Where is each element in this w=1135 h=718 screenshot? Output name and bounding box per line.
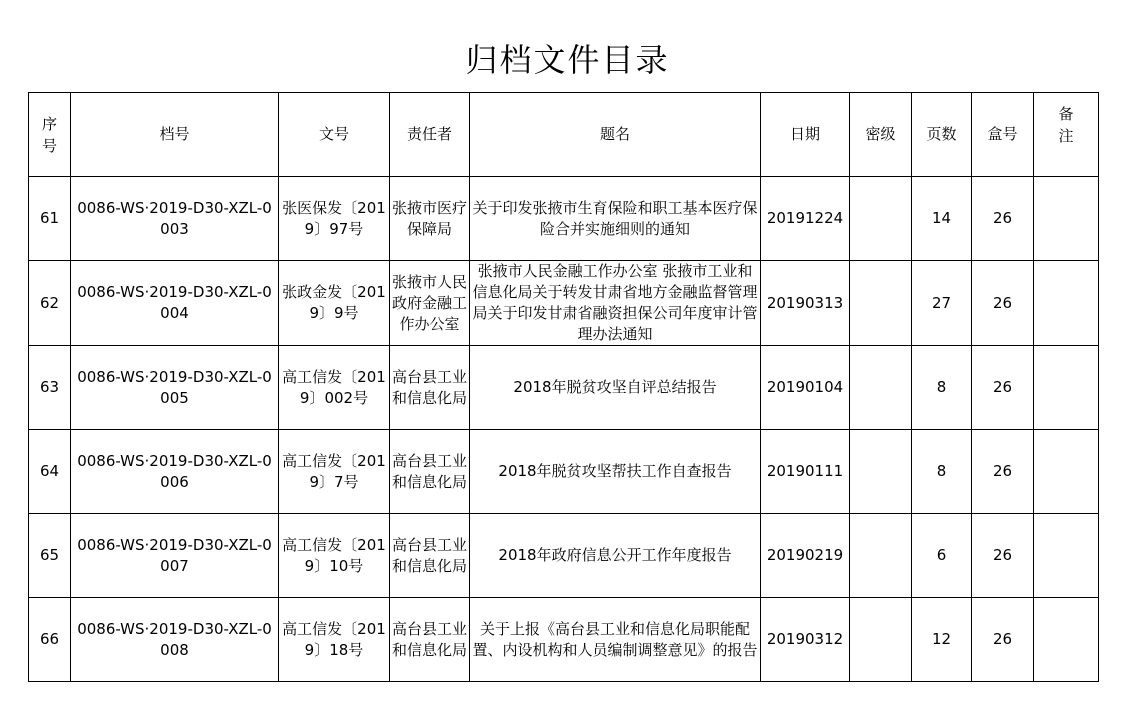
cell-box-no: 26 [972, 261, 1034, 346]
cell-date: 20190104 [761, 346, 850, 430]
header-title: 题名 [470, 93, 761, 177]
cell-remark [1034, 598, 1099, 682]
cell-doc-no: 张政金发〔2019〕9号 [279, 261, 390, 346]
cell-seq: 61 [29, 177, 71, 261]
cell-secret-level [850, 430, 912, 514]
cell-doc-no: 高工信发〔2019〕7号 [279, 430, 390, 514]
cell-pages: 14 [912, 177, 972, 261]
cell-doc-no: 高工信发〔2019〕002号 [279, 346, 390, 430]
table-header-row [29, 93, 1099, 177]
cell-remark [1034, 261, 1099, 346]
cell-archive-no: 0086-WS·2019-D30-XZL-0006 [71, 430, 279, 514]
cell-title: 关于上报《高台县工业和信息化局职能配置、内设机构和人员编制调整意见》的报告 [470, 598, 761, 682]
cell-seq: 64 [29, 430, 71, 514]
cell-date: 20191224 [761, 177, 850, 261]
cell-date: 20190312 [761, 598, 850, 682]
header-doc-no: 文号 [279, 93, 390, 177]
cell-secret-level [850, 598, 912, 682]
cell-responsible: 张掖市医疗保障局 [390, 177, 470, 261]
cell-box-no: 26 [972, 346, 1034, 430]
cell-doc-no: 高工信发〔2019〕18号 [279, 598, 390, 682]
cell-remark [1034, 514, 1099, 598]
cell-seq: 65 [29, 514, 71, 598]
cell-archive-no: 0086-WS·2019-D30-XZL-0007 [71, 514, 279, 598]
header-seq: 序号 [29, 93, 71, 177]
cell-responsible: 张掖市人民政府金融工作办公室 [390, 261, 470, 346]
cell-date: 20190313 [761, 261, 850, 346]
cell-title: 2018年政府信息公开工作年度报告 [470, 514, 761, 598]
header-pages: 页数 [912, 93, 972, 177]
table-row [29, 430, 1099, 514]
cell-responsible: 高台县工业和信息化局 [390, 346, 470, 430]
cell-doc-no: 张医保发〔2019〕97号 [279, 177, 390, 261]
header-date: 日期 [761, 93, 850, 177]
header-secret-level: 密级 [850, 93, 912, 177]
cell-title: 2018年脱贫攻坚帮扶工作自查报告 [470, 430, 761, 514]
table-row [29, 261, 1099, 346]
cell-responsible: 高台县工业和信息化局 [390, 514, 470, 598]
cell-date: 20190219 [761, 514, 850, 598]
table-row [29, 346, 1099, 430]
cell-secret-level [850, 346, 912, 430]
cell-responsible: 高台县工业和信息化局 [390, 598, 470, 682]
cell-box-no: 26 [972, 598, 1034, 682]
cell-seq: 62 [29, 261, 71, 346]
cell-pages: 8 [912, 346, 972, 430]
cell-box-no: 26 [972, 514, 1034, 598]
cell-secret-level [850, 177, 912, 261]
cell-title: 关于印发张掖市生育保险和职工基本医疗保险合并实施细则的通知 [470, 177, 761, 261]
cell-remark [1034, 177, 1099, 261]
cell-remark [1034, 430, 1099, 514]
cell-pages: 6 [912, 514, 972, 598]
cell-box-no: 26 [972, 430, 1034, 514]
table-row [29, 177, 1099, 261]
header-responsible: 责任者 [390, 93, 470, 177]
archive-catalog-table [28, 92, 1099, 682]
cell-seq: 66 [29, 598, 71, 682]
cell-title: 张掖市人民金融工作办公室 张掖市工业和信息化局关于转发甘肃省地方金融监督管理局关于印发甘肃省融资担保公司年度审计管理办法通知 [470, 261, 761, 346]
cell-secret-level [850, 514, 912, 598]
header-remark: 备注 [1034, 93, 1099, 177]
cell-date: 20190111 [761, 430, 850, 514]
cell-responsible: 高台县工业和信息化局 [390, 430, 470, 514]
cell-pages: 8 [912, 430, 972, 514]
table-row [29, 514, 1099, 598]
document-title: 归档文件目录 [465, 41, 670, 79]
header-box-no: 盒号 [972, 93, 1034, 177]
cell-archive-no: 0086-WS·2019-D30-XZL-0005 [71, 346, 279, 430]
cell-secret-level [850, 261, 912, 346]
cell-seq: 63 [29, 346, 71, 430]
table-row [29, 598, 1099, 682]
cell-box-no: 26 [972, 177, 1034, 261]
cell-pages: 12 [912, 598, 972, 682]
cell-remark [1034, 346, 1099, 430]
cell-title: 2018年脱贫攻坚自评总结报告 [470, 346, 761, 430]
cell-doc-no: 高工信发〔2019〕10号 [279, 514, 390, 598]
header-archive-no: 档号 [71, 93, 279, 177]
cell-pages: 27 [912, 261, 972, 346]
cell-archive-no: 0086-WS·2019-D30-XZL-0004 [71, 261, 279, 346]
cell-archive-no: 0086-WS·2019-D30-XZL-0008 [71, 598, 279, 682]
cell-archive-no: 0086-WS·2019-D30-XZL-0003 [71, 177, 279, 261]
